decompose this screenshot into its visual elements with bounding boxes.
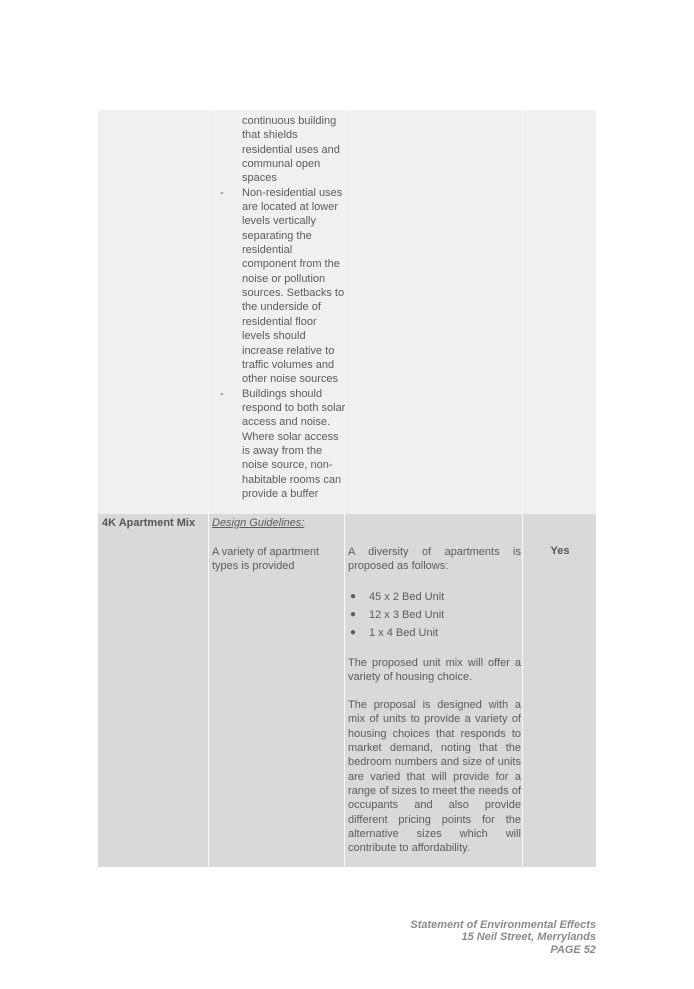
unit-text: 1 x 4 Bed Unit — [369, 626, 439, 639]
bullet-icon: ● — [350, 626, 357, 638]
list-item-text: Buildings should respond to both solar access and noise. Where solar access is away from the noise source, non-habitable rooms can provide a buffer — [242, 387, 346, 500]
list-item — [348, 624, 521, 642]
dash-marker: - — [220, 387, 224, 400]
column-divider — [208, 110, 209, 514]
footer-document-title: Statement of Environmental Effects — [410, 919, 596, 931]
footer-page-number: PAGE 52 — [550, 943, 596, 956]
list-item — [348, 606, 521, 624]
dash-marker: - — [220, 186, 224, 199]
unit-list — [348, 588, 521, 642]
response-cell — [348, 545, 521, 855]
compliance-status: Yes — [550, 545, 570, 557]
list-item — [348, 588, 521, 606]
bullet-icon: ● — [350, 608, 357, 620]
table-row-continued — [98, 110, 596, 514]
list-item — [212, 387, 347, 502]
requirement-text: A variety of apartment types is provided — [212, 546, 319, 573]
page-footer — [410, 919, 596, 956]
footer-address: 15 Neil Street, Merrylands — [461, 931, 596, 944]
response-paragraph: The proposed unit mix will offer a variety of housing choice. — [348, 656, 521, 683]
list-item — [212, 114, 347, 186]
table-row-apartment-mix — [98, 514, 596, 867]
requirement-dash-list — [212, 114, 347, 501]
response-intro: A diversity of apartments is proposed as follows: — [348, 546, 521, 573]
list-item — [212, 186, 347, 387]
column-divider — [522, 110, 523, 514]
unit-text: 45 x 2 Bed Unit — [369, 590, 445, 603]
column-divider — [344, 514, 345, 867]
list-item-text: Non-residential uses are located at lower levels vertically separating the residential component from the noise or pollution sources. Setbacks to the underside of residential floor levels should increase relative to traffic volumes and other noise sources — [242, 186, 345, 386]
row-label: 4K Apartment Mix — [102, 517, 196, 529]
bullet-icon: ● — [350, 590, 357, 602]
response-paragraph: The proposal is designed with a mix of units to provide a variety of housing choices that responds to market demand, noting that the bedroom numbers and size of units are varied that will provide for a range of sizes to meet the needs of occupants and also provide different pricing points for the alternative sizes which will contribute to affordability. — [348, 699, 521, 855]
unit-text: 12 x 3 Bed Unit — [369, 608, 445, 621]
column-divider — [522, 514, 523, 867]
column-divider — [208, 514, 209, 867]
list-item-text: continuous building that shields residential uses and communal open spaces — [242, 115, 340, 185]
compliance-table — [98, 110, 596, 867]
design-guidelines-heading: Design Guidelines: — [212, 517, 305, 529]
